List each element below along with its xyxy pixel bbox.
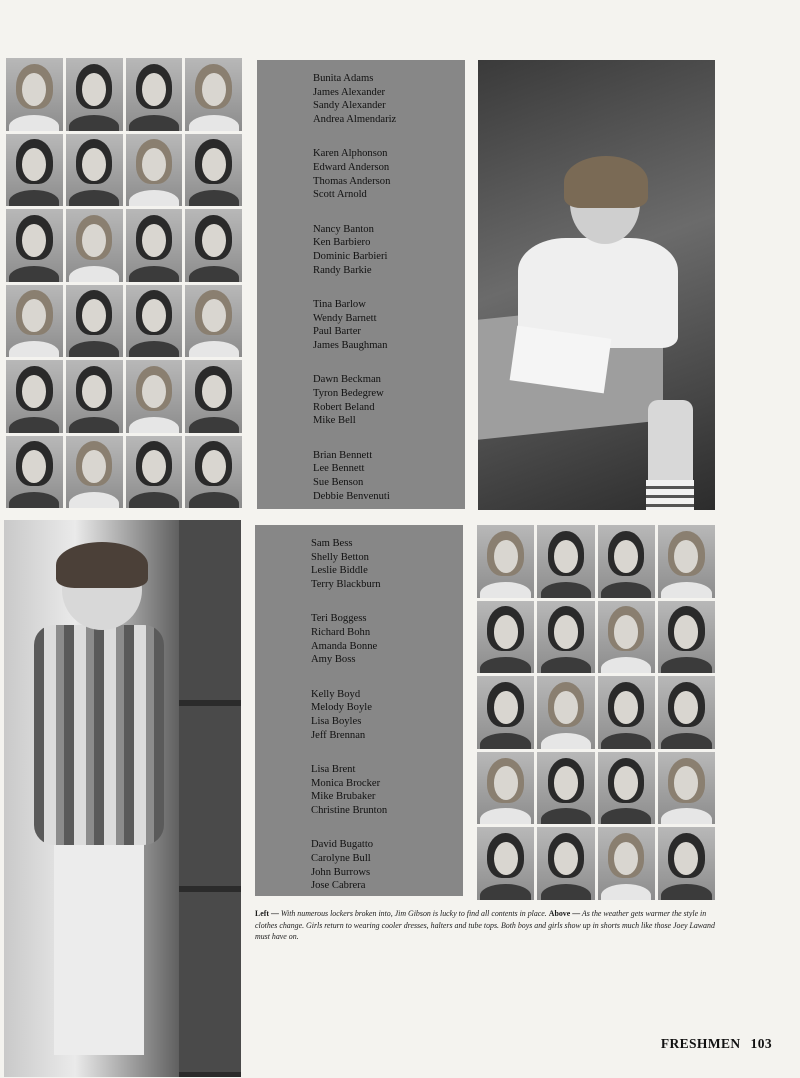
student-portrait [477,525,534,598]
portrait-body-shape [480,657,530,673]
portrait-face-shape [202,224,226,257]
student-name: Randy Barkie [313,264,372,276]
portrait-body-shape [480,582,530,598]
page-number: 103 [750,1036,772,1051]
portrait-body-shape [541,582,591,598]
portrait-body-shape [129,341,179,357]
student-name: Andrea Almendariz [313,114,397,126]
student-portrait [598,601,655,674]
name-list-bottom [311,537,387,914]
name-group [311,838,387,893]
portrait-body-shape [129,266,179,282]
portrait-face-shape [22,375,46,408]
portrait-body-shape [661,884,711,900]
student-name: Wendy Barnett [313,312,377,324]
student-portrait [185,209,242,282]
portrait-face-shape [142,299,166,332]
portrait-face-shape [614,691,638,724]
student-portrait [185,436,242,509]
caption-above-text: As the weather gets warmer the style in clothes change. Girls return to wearing cooler dresses, halters and tube tops. Both boys and girls show up in shorts much like those Joey Lawand must have on. [255,909,715,942]
student-name: Amanda Bonne [311,640,378,652]
student-portrait [658,525,715,598]
portrait-body-shape [601,582,651,598]
student-portrait [6,360,63,433]
portrait-body-shape [9,341,59,357]
portrait-body-shape [601,884,651,900]
portrait-body-shape [189,492,239,508]
student-portrait [537,601,594,674]
portrait-body-shape [69,190,119,206]
student-portrait [185,134,242,207]
student-name: Lisa Brent [311,763,356,775]
portrait-face-shape [142,450,166,483]
student-name: Brian Bennett [313,449,373,461]
student-portrait [598,676,655,749]
portrait-body-shape [480,884,530,900]
student-portrait [537,676,594,749]
portrait-body-shape [541,657,591,673]
name-group [311,763,387,818]
student-portrait [66,360,123,433]
portrait-body-shape [69,492,119,508]
portrait-body-shape [541,808,591,824]
student-name: Sam Bess [311,538,353,549]
portrait-face-shape [202,148,226,181]
student-portrait [66,436,123,509]
portrait-face-shape [494,842,518,875]
portrait-body-shape [129,492,179,508]
student-name: David Bugatto [311,839,374,851]
name-group [313,449,396,504]
student-portrait [658,827,715,900]
student-portrait [185,360,242,433]
student-portrait [6,436,63,509]
portrait-body-shape [661,582,711,598]
portrait-body-shape [69,341,119,357]
portrait-face-shape [554,615,578,648]
student-portrait [537,827,594,900]
boy-hair-shape [564,156,648,208]
portrait-face-shape [674,766,698,799]
student-name: Tyron Bedegrew [313,387,384,399]
student-name: Amy Boss [311,654,356,666]
student-name: Carolyne Bull [311,852,371,864]
student-name: Tina Barlow [313,298,366,310]
portrait-face-shape [82,73,106,106]
student-portrait [658,601,715,674]
portrait-body-shape [129,190,179,206]
portrait-face-shape [22,73,46,106]
portrait-face-shape [202,73,226,106]
portrait-face-shape [554,691,578,724]
portrait-face-shape [554,540,578,573]
student-name: Dominic Barbieri [313,251,388,263]
student-portrait [598,525,655,598]
locker-shape [179,520,241,1077]
portrait-face-shape [142,73,166,106]
student-name: Nancy Banton [313,223,374,235]
student-portrait [66,134,123,207]
student-name: Richard Bohn [311,627,371,639]
student-portrait [126,360,183,433]
student-name: Terry Blackburn [311,579,381,591]
portrait-body-shape [189,417,239,433]
student-portrait [126,209,183,282]
portrait-body-shape [129,115,179,131]
name-panel-bottom [255,525,463,896]
name-group [313,223,396,278]
student-portrait [6,209,63,282]
student-portrait [6,134,63,207]
student-portrait [658,752,715,825]
student-portrait [126,134,183,207]
student-portrait [126,58,183,131]
student-name: Jeff Brennan [311,729,366,741]
portrait-face-shape [494,766,518,799]
portrait-body-shape [541,733,591,749]
student-portrait [477,676,534,749]
student-portrait [598,752,655,825]
name-group [313,298,396,353]
portrait-face-shape [82,375,106,408]
kid-pants-shape [54,840,144,1055]
portrait-face-shape [614,540,638,573]
student-portrait [6,58,63,131]
student-name: Karen Alphonson [313,148,388,160]
student-name: Mike Brubaker [311,791,376,803]
portrait-body-shape [9,115,59,131]
name-group [311,537,387,592]
portrait-body-shape [9,417,59,433]
student-portrait [66,58,123,131]
portrait-face-shape [614,615,638,648]
portrait-body-shape [189,341,239,357]
kid-hair-shape [56,542,148,588]
student-name: Mike Bell [313,415,356,427]
portrait-face-shape [494,691,518,724]
student-name: Monica Brocker [311,777,381,789]
portrait-body-shape [601,733,651,749]
student-portrait [6,285,63,358]
portrait-face-shape [554,842,578,875]
portrait-body-shape [129,417,179,433]
portrait-face-shape [674,615,698,648]
student-name: Jose Cabrera [311,880,366,892]
portrait-body-shape [661,657,711,673]
name-group [311,612,387,667]
portrait-face-shape [202,299,226,332]
portrait-body-shape [69,266,119,282]
student-name: Christine Brunton [311,805,388,817]
portrait-face-shape [202,450,226,483]
student-name: Lisa Boyles [311,716,362,728]
portrait-body-shape [541,884,591,900]
student-portrait [477,752,534,825]
name-panel-top [257,60,465,509]
student-name: Sue Benson [313,476,364,488]
student-portrait [185,58,242,131]
student-name: Kelly Boyd [311,688,361,700]
student-name: Thomas Anderson [313,175,391,187]
student-name: Sandy Alexander [313,100,386,112]
portrait-body-shape [9,190,59,206]
photo-student-at-locker [4,520,241,1077]
student-portrait [537,752,594,825]
student-portrait [66,209,123,282]
portrait-face-shape [82,224,106,257]
student-portrait [598,827,655,900]
portrait-grid-top [6,58,242,508]
student-name: Edward Anderson [313,162,390,174]
name-group [313,72,396,127]
student-name: Dawn Beckman [313,374,381,386]
student-name: Shelly Betton [311,551,369,563]
student-portrait [126,285,183,358]
student-name: James Alexander [313,86,386,98]
portrait-grid-bottom [477,525,715,900]
student-name: Leslie Biddle [311,565,368,577]
student-portrait [537,525,594,598]
portrait-body-shape [601,657,651,673]
portrait-face-shape [142,148,166,181]
student-name: John Burrows [311,866,371,878]
student-name: Lee Bennett [313,463,365,475]
student-portrait [66,285,123,358]
portrait-body-shape [9,492,59,508]
photo-caption [255,908,718,943]
student-name: Ken Barbiero [313,237,371,249]
caption-left-text: With numerous lockers broken into, Jim Gibson is lucky to find all contents in place. [278,909,549,918]
portrait-face-shape [614,766,638,799]
student-portrait [658,676,715,749]
page-footer [661,1036,772,1052]
portrait-face-shape [142,224,166,257]
portrait-body-shape [661,808,711,824]
section-title: FRESHMEN [660,1036,741,1051]
portrait-face-shape [142,375,166,408]
plaid-shirt-shape [34,625,164,845]
portrait-face-shape [22,224,46,257]
portrait-face-shape [494,615,518,648]
student-portrait [477,827,534,900]
student-name: Paul Barter [313,326,361,338]
student-name: Melody Boyle [311,702,372,714]
portrait-body-shape [661,733,711,749]
student-name: Scott Arnold [313,189,367,201]
student-name: Teri Boggess [311,613,367,625]
portrait-body-shape [189,190,239,206]
portrait-body-shape [69,417,119,433]
caption-above-label: Above — [548,909,581,918]
portrait-body-shape [9,266,59,282]
striped-sock-shape [646,480,694,510]
student-portrait [185,285,242,358]
student-name: Debbie Benvenuti [313,490,390,502]
student-portrait [477,601,534,674]
student-portrait [126,436,183,509]
portrait-face-shape [202,375,226,408]
caption-left-label: Left — [255,909,279,918]
portrait-body-shape [69,115,119,131]
photo-student-at-desk [478,60,715,510]
portrait-body-shape [480,733,530,749]
portrait-body-shape [189,115,239,131]
name-group [311,688,387,743]
student-name: Robert Beland [313,401,375,413]
name-group [313,373,396,428]
portrait-body-shape [480,808,530,824]
portrait-face-shape [554,766,578,799]
name-group [313,147,396,202]
student-name: Bunita Adams [313,73,374,84]
portrait-body-shape [189,266,239,282]
portrait-body-shape [601,808,651,824]
name-list-top [313,72,396,524]
student-name: James Baughman [313,340,388,352]
portrait-face-shape [494,540,518,573]
